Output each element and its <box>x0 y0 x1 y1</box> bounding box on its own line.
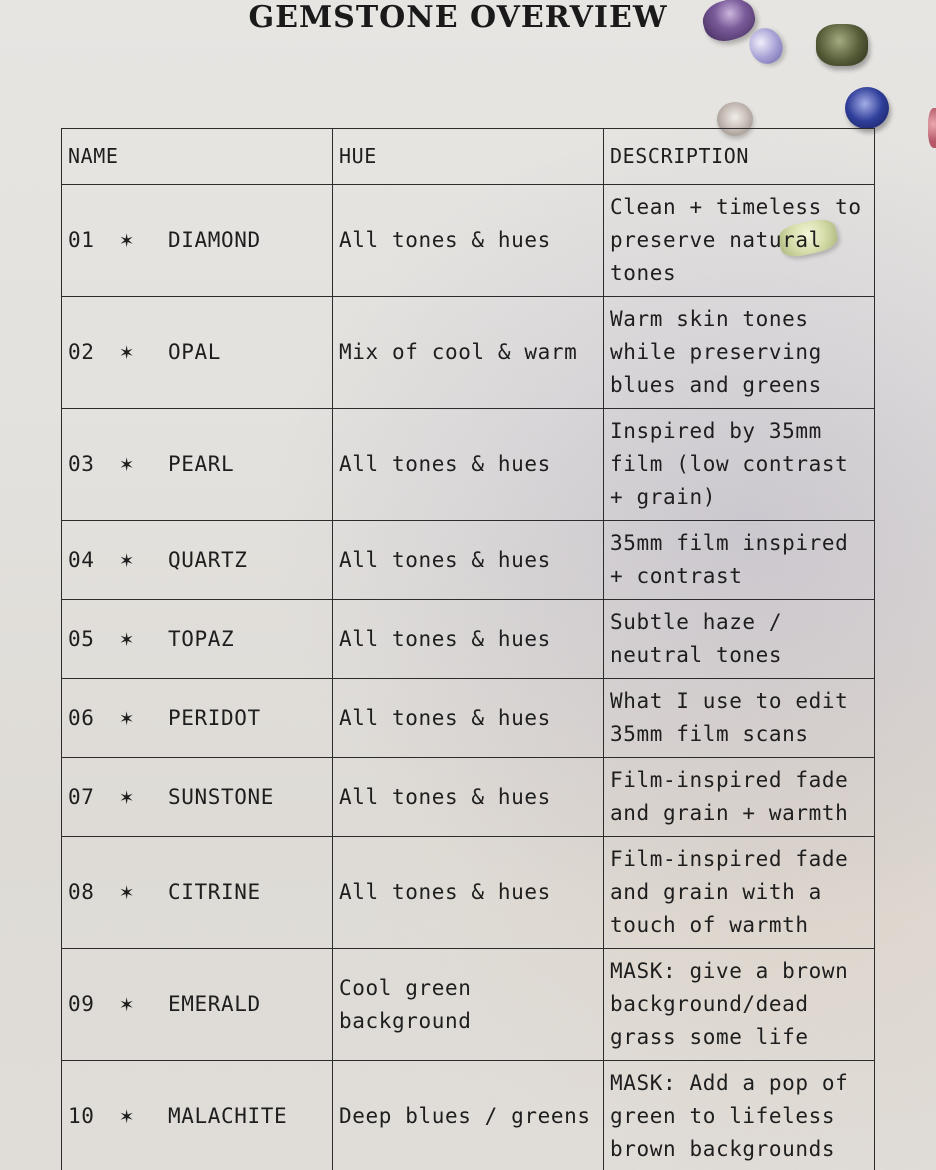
gemstone-name: SUNSTONE <box>168 784 274 809</box>
table-row <box>62 1061 875 1170</box>
gemstone-name: OPAL <box>168 340 221 364</box>
hue-cell: All tones & hues <box>333 679 604 758</box>
hue-cell: All tones & hues <box>333 185 604 297</box>
gemstone-name: PERIDOT <box>168 705 261 730</box>
gemstone-name: DIAMOND <box>168 228 261 252</box>
star-icon: ✶ <box>120 547 134 573</box>
hue-cell: All tones & hues <box>333 600 604 679</box>
table-row <box>62 949 875 1061</box>
name-cell <box>62 679 333 758</box>
table-row <box>62 837 875 949</box>
name-cell <box>62 297 333 409</box>
olive-sapphire-gem-image <box>816 24 868 66</box>
hue-cell: All tones & hues <box>333 758 604 837</box>
hue-cell: Deep blues / greens <box>333 1061 604 1170</box>
row-number: 03 <box>68 452 95 476</box>
description-cell: Subtle haze / neutral tones <box>604 600 875 679</box>
table-row <box>62 758 875 837</box>
gemstone-name: MALACHITE <box>168 1104 288 1128</box>
row-number: 04 <box>68 547 95 572</box>
description-cell: 35mm film inspired + contrast <box>604 521 875 600</box>
table-row <box>62 409 875 521</box>
row-number: 07 <box>68 784 95 809</box>
star-icon: ✶ <box>120 340 134 365</box>
name-cell <box>62 409 333 521</box>
column-header-name: NAME <box>62 129 333 185</box>
hue-cell: All tones & hues <box>333 409 604 521</box>
star-icon: ✶ <box>120 705 134 731</box>
gemstone-name: PEARL <box>168 452 235 476</box>
table-row <box>62 297 875 409</box>
gemstone-name: TOPAZ <box>168 626 235 651</box>
hue-cell: Mix of cool & warm <box>333 297 604 409</box>
name-cell <box>62 1061 333 1170</box>
row-number: 09 <box>68 992 95 1016</box>
row-number: 05 <box>68 626 95 651</box>
pink-gem-image <box>928 108 936 148</box>
star-icon: ✶ <box>120 452 134 477</box>
column-header-hue: HUE <box>333 129 604 185</box>
table-row <box>62 521 875 600</box>
description-cell: Film-inspired fade and grain with a touch of warmth <box>604 837 875 949</box>
row-number: 06 <box>68 705 95 730</box>
table-row <box>62 185 875 297</box>
row-number: 08 <box>68 880 95 904</box>
table-row <box>62 600 875 679</box>
column-header-description: DESCRIPTION <box>604 129 875 185</box>
star-icon: ✶ <box>120 784 134 810</box>
gemstone-name: EMERALD <box>168 992 261 1016</box>
name-cell <box>62 600 333 679</box>
hue-cell: All tones & hues <box>333 521 604 600</box>
name-cell <box>62 185 333 297</box>
description-cell: MASK: Add a pop of green to lifeless brown backgrounds <box>604 1061 875 1170</box>
star-icon: ✶ <box>120 1104 134 1129</box>
description-cell: Clean + timeless to preserve natural tones <box>604 185 875 297</box>
star-icon: ✶ <box>120 626 134 652</box>
hue-cell: All tones & hues <box>333 837 604 949</box>
star-icon: ✶ <box>120 880 134 905</box>
row-number: 02 <box>68 340 95 364</box>
table-row <box>62 679 875 758</box>
gemstone-name: CITRINE <box>168 880 261 904</box>
name-cell <box>62 758 333 837</box>
description-cell: What I use to edit 35mm film scans <box>604 679 875 758</box>
star-icon: ✶ <box>120 992 134 1017</box>
page-title: GEMSTONE OVERVIEW <box>248 0 668 35</box>
blue-sapphire-gem-image <box>845 87 889 129</box>
row-number: 01 <box>68 228 95 252</box>
gemstone-name: QUARTZ <box>168 547 248 572</box>
description-cell: MASK: give a brown background/dead grass some life <box>604 949 875 1061</box>
name-cell <box>62 837 333 949</box>
name-cell <box>62 949 333 1061</box>
description-cell: Warm skin tones while preserving blues and greens <box>604 297 875 409</box>
hue-cell: Cool green background <box>333 949 604 1061</box>
star-icon: ✶ <box>120 228 134 253</box>
description-cell: Inspired by 35mm film (low contrast + grain) <box>604 409 875 521</box>
row-number: 10 <box>68 1104 95 1128</box>
gemstone-table <box>61 128 875 1170</box>
table-header-row <box>62 129 875 185</box>
name-cell <box>62 521 333 600</box>
description-cell: Film-inspired fade and grain + warmth <box>604 758 875 837</box>
